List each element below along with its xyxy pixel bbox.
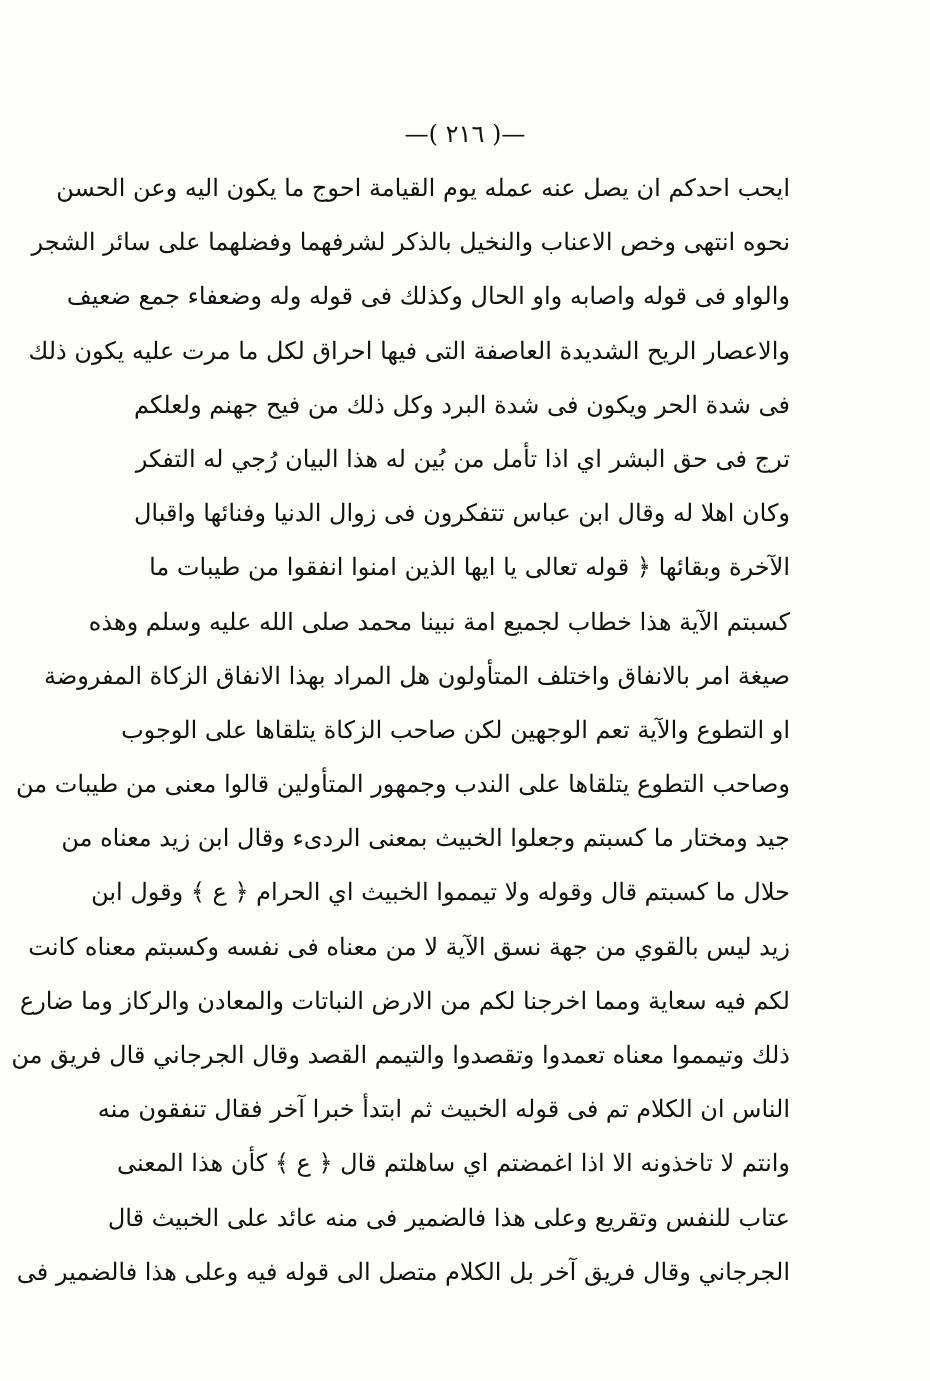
body-text bbox=[11, 168, 790, 1306]
text-line: الآخرة وبقائها ﴿ قوله تعالى يا ايها الذين امنوا انفقوا من طيبات ما bbox=[149, 553, 790, 582]
text-line: زيد ليس بالقوي من جهة نسق الآية لا من معناه فى نفسه وكسبتم معناه كانت bbox=[28, 932, 790, 961]
text-line: عتاب للنفس وتقريع وعلى هذا فالضمير فى منه عائد على الخبيث قال bbox=[107, 1203, 790, 1232]
text-line: ايحب احدكم ان يصل عنه عمله يوم القيامة احوج ما يكون اليه وعن الحسن bbox=[56, 174, 790, 202]
text-line: الجرجاني وقال فريق آخر بل الكلام متصل الى قوله فيه وعلى هذا فالضمير فى bbox=[16, 1257, 790, 1286]
text-line: جيد ومختار ما كسبتم وجعلوا الخبيث بمعنى الردىء وقال ابن زيد معناه من bbox=[61, 824, 790, 853]
text-line: فى شدة الحر ويكون فى شدة البرد وكل ذلك من فيح جهنم ولعلكم bbox=[134, 390, 790, 419]
text-line: ترج فى حق البشر اي اذا تأمل من بُين له هذا البيان رُجي له التفكر bbox=[135, 444, 790, 473]
text-line: الناس ان الكلام تم فى قوله الخبيث ثم ابتدأ خبرا آخر فقال تنفقون منه bbox=[97, 1095, 790, 1124]
text-line: نحوه انتهى وخص الاعناب والنخيل بالذكر لشرفهما وفضلهما على سائر الشجر bbox=[31, 228, 790, 257]
page-number: —( ٢١٦ )— bbox=[404, 120, 526, 148]
text-line: والاعصار الريح الشديدة العاصفة التى فيها احراق لكل ما مرت عليه يكون ذلك bbox=[28, 336, 790, 365]
text-line: وانتم لا تاخذونه الا اذا اغمضتم اي ساهلتم قال ﴿ ع ﴾ كأن هذا المعنى bbox=[116, 1149, 790, 1178]
text-line: وكان اهلا له وقال ابن عباس تتفكرون فى زوال الدنيا وفنائها واقبال bbox=[133, 499, 790, 528]
text-line: كسبتم الآية هذا خطاب لجميع امة نبينا محمد صلى الله عليه وسلم وهذه bbox=[88, 607, 790, 636]
text-line: والواو فى قوله واصابه واو الحال وكذلك فى قوله وله وضعفاء جمع ضعيف bbox=[66, 282, 790, 311]
text-line: لكم فيه سعاية ومما اخرجنا لكم من الارض النباتات والمعادن والركاز وما ضارع bbox=[19, 986, 790, 1015]
text-line: او التطوع والآية تعم الوجهين لكن صاحب الزكاة يتلقاها على الوجوب bbox=[121, 715, 790, 744]
text-line: صيغة امر بالانفاق واختلف المتأولون هل المراد بهذا الانفاق الزكاة المفروضة bbox=[43, 661, 790, 690]
text-line: ذلك وتيمموا معناه تعمدوا وتقصدوا والتيمم القصد وقال الجرجاني قال فريق من bbox=[11, 1041, 790, 1069]
text-line: وصاحب التطوع يتلقاها على الندب وجمهور المتأولين قالوا معنى من طيبات من bbox=[16, 770, 790, 799]
text-line: حلال ما كسبتم قال وقوله ولا تيمموا الخبيث اي الحرام ﴿ ع ﴾ وقول ابن bbox=[91, 878, 790, 907]
